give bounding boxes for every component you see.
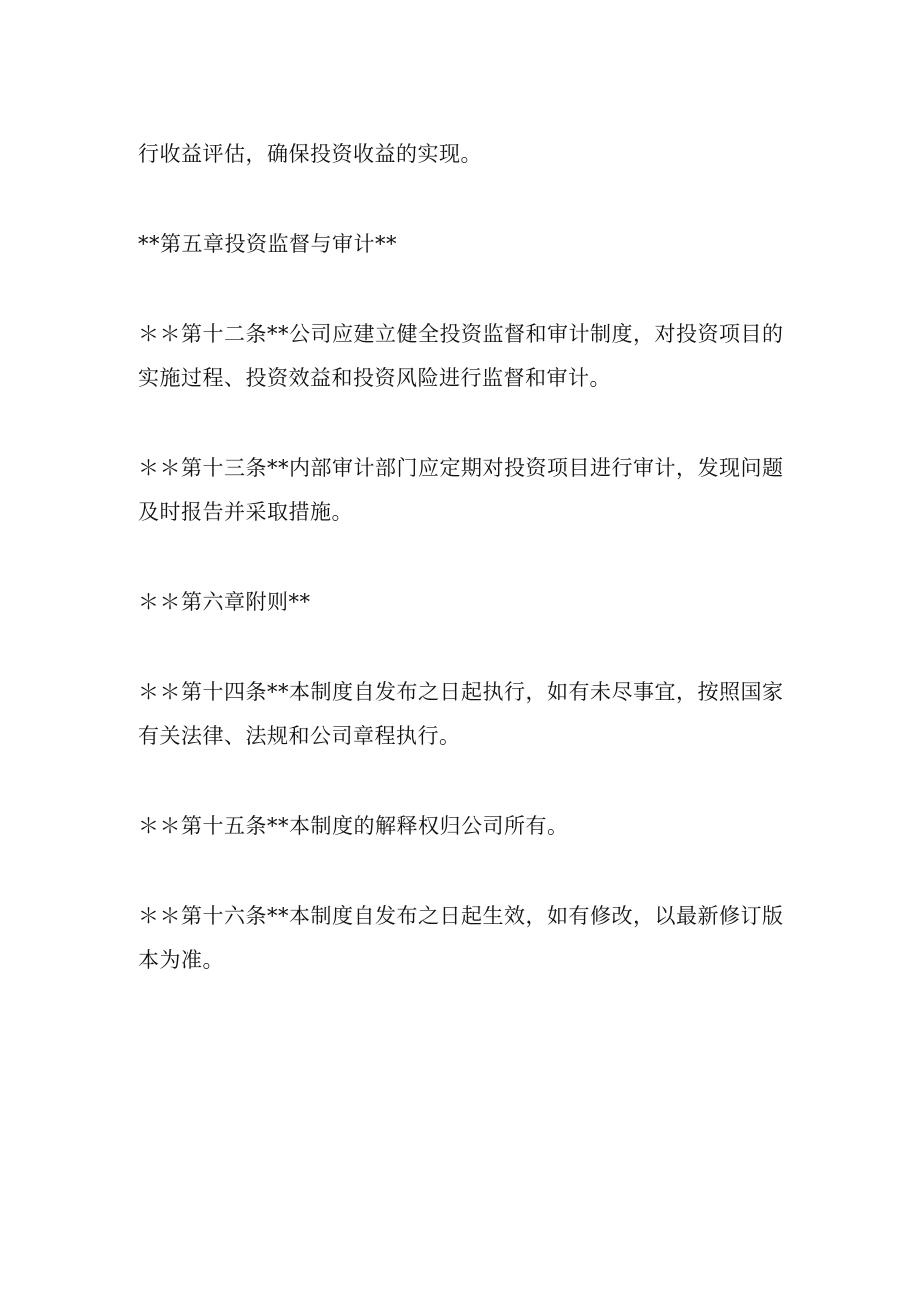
article-fifteen: ＊＊第十五条**本制度的解释权归公司所有。 [138, 814, 569, 838]
article-sixteen: ＊＊第十六条**本制度自发布之日起生效，如有修改，以最新修订版本为准。 [138, 904, 784, 972]
paragraph-gap [138, 266, 788, 312]
article-fourteen: ＊＊第十四条**本制度自发布之日起执行，如有未尽事宜，按照国家有关法律、法规和公司章程执行。 [138, 680, 784, 748]
paragraph-gap [138, 624, 788, 670]
document-body [138, 132, 788, 982]
article-twelve: ＊＊第十二条**公司应建立健全投资监督和审计制度，对投资项目的实施过程、投资效益和投资风险进行监督和审计。 [138, 322, 784, 390]
paragraph-revenue-evaluation: 行收益评估，确保投资收益的实现。 [138, 142, 482, 166]
paragraph-gap [138, 400, 788, 446]
paragraph-gap [138, 534, 788, 580]
article-thirteen: ＊＊第十三条**内部审计部门应定期对投资项目进行审计，发现问题及时报告并采取措施。 [138, 456, 784, 524]
chapter-five-heading: **第五章投资监督与审计** [138, 232, 397, 256]
paragraph-gap [138, 848, 788, 894]
paragraph-gap [138, 176, 788, 222]
chapter-six-heading: ＊＊第六章附则** [138, 590, 311, 614]
paragraph-gap [138, 758, 788, 804]
